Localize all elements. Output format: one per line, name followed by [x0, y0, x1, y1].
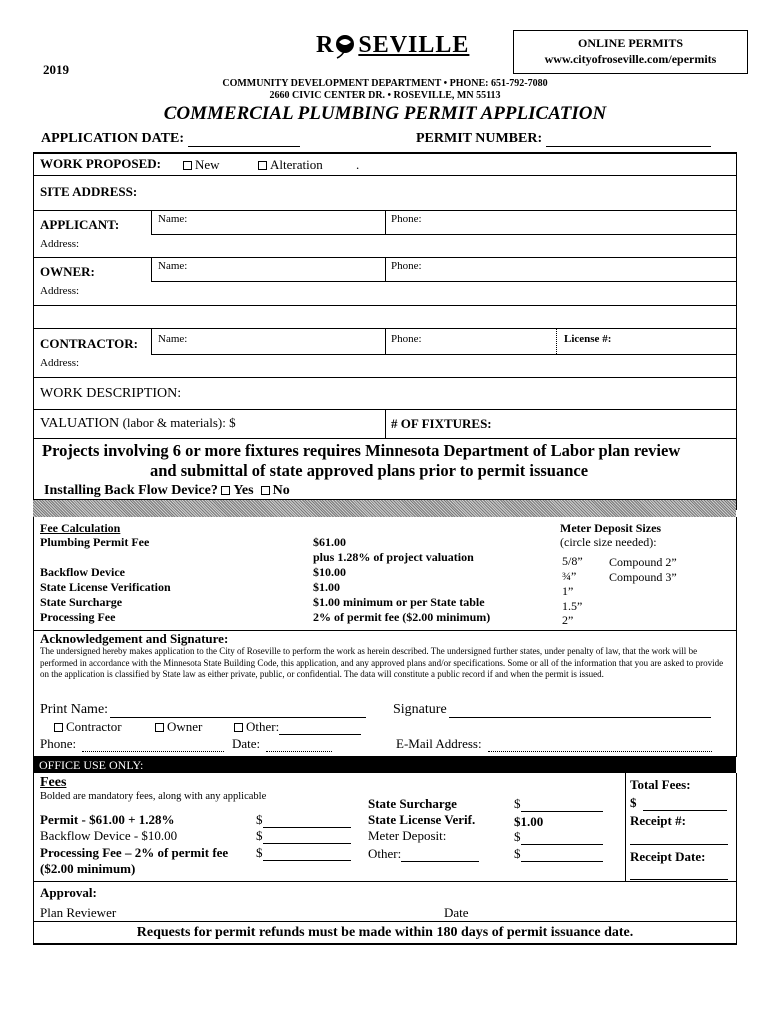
work-dot: . [356, 157, 360, 172]
roseville-logo [316, 30, 470, 64]
email-label[interactable]: E-Mail Address: [396, 736, 712, 752]
applicant-phone-field[interactable]: Phone: [391, 213, 422, 225]
fee-row-value: $61.00 [313, 535, 346, 549]
meter-size-option[interactable]: 1.5” [562, 599, 583, 613]
permit-number-field[interactable] [546, 132, 711, 147]
checkbox-contractor[interactable] [54, 723, 63, 732]
meter-size-option[interactable]: 1” [562, 584, 574, 598]
notice-line-2: and submittal of state approved plans prior to permit issuance [150, 461, 589, 480]
office-use-bar: OFFICE USE ONLY: [33, 756, 736, 773]
office-processing-min: ($2.00 minimum) [40, 861, 136, 876]
owner-name-field[interactable]: Name: [158, 260, 188, 272]
print-name-label[interactable]: Print Name: [40, 702, 366, 718]
fee-row-label: Processing Fee [40, 610, 116, 624]
fee-row-label: State Surcharge [40, 595, 123, 609]
fee-row-label: State License Verification [40, 580, 171, 594]
owner-address-field[interactable]: Address: [40, 285, 80, 297]
year: 2019 [43, 62, 69, 77]
shaded-divider [33, 500, 736, 517]
fee-row-value: $10.00 [313, 565, 346, 579]
plan-reviewer-label[interactable]: Plan Reviewer [40, 905, 117, 920]
valuation-label[interactable]: VALUATION (labor & materials): $ [40, 415, 236, 431]
owner-phone-field[interactable]: Phone: [391, 260, 422, 272]
other-amount-field[interactable]: $ [514, 846, 603, 862]
approval-frame [33, 881, 737, 922]
fee-row-value: plus 1.28% of project valuation [313, 550, 474, 564]
checkbox-new[interactable] [183, 161, 192, 170]
meter-size-option[interactable]: ¾” [562, 569, 577, 583]
date-label[interactable]: Date: [232, 736, 332, 752]
total-fees-label: Total Fees: [630, 777, 691, 792]
meter-compound-option[interactable]: Compound 3” [609, 570, 677, 584]
office-fees-note: Bolded are mandatory fees, along with any applicable [40, 791, 267, 802]
meter-compound-option[interactable]: Compound 2” [609, 555, 677, 569]
dept-line: COMMUNITY DEVELOPMENT DEPARTMENT • PHONE: 651-792-7080 [222, 78, 548, 89]
contractor-label: CONTRACTOR: [40, 336, 138, 351]
owner-label: OWNER: [40, 264, 95, 279]
online-title: ONLINE PERMITS [577, 36, 684, 50]
application-date-label: APPLICATION DATE: [41, 131, 300, 147]
backflow-no[interactable]: No [261, 483, 290, 498]
fee-row-label: Backflow Device [40, 565, 125, 579]
office-fees-title: Fees [40, 775, 67, 790]
work-proposed-label: WORK PROPOSED: [40, 156, 161, 171]
checkbox-owner[interactable] [155, 723, 164, 732]
online-permits-box [513, 30, 748, 74]
phone-label[interactable]: Phone: [40, 736, 224, 752]
office-permit: Permit - $61.00 + 1.28% [40, 812, 175, 827]
fee-row-value: $1.00 minimum or per State table [313, 595, 485, 609]
processing-amount-field[interactable]: $ [256, 845, 351, 861]
permit-number-label: PERMIT NUMBER: [416, 131, 711, 147]
other-option[interactable]: Other: [234, 719, 361, 735]
application-date-field[interactable] [188, 132, 300, 147]
contractor-option[interactable]: Contractor [54, 719, 122, 735]
ack-text: The undersigned hereby makes application to the City of Roseville to perform the work as herein described. The undersigned further states, under penalty of law, that the work will be performed in accordance with the Minnesota State Building Code, this application, and any approved plans and/or specifications. Some or all of the information that you are asked to provide on the application is classified by State law as either private, public, or confidential. The data will constitute a public record if and when the permit is issued. [40, 646, 724, 679]
receipt-date-label[interactable]: Receipt Date: [630, 849, 706, 864]
work-new-option[interactable]: New [183, 157, 220, 173]
page-title: COMMERCIAL PLUMBING PERMIT APPLICATION [163, 103, 607, 124]
approval-label: Approval: [40, 885, 97, 900]
backflow-amount-field[interactable]: $ [256, 828, 351, 844]
checkbox-alteration[interactable] [258, 161, 267, 170]
meter-deposit-amount-field[interactable]: $ [514, 829, 603, 845]
state-license-amount: $1.00 [514, 814, 544, 829]
ack-title: Acknowledgement and Signature: [40, 631, 229, 646]
contractor-name-field[interactable]: Name: [158, 333, 188, 345]
fee-row-value: $1.00 [313, 580, 340, 594]
permit-amount-field[interactable]: $ [256, 812, 351, 828]
office-processing: Processing Fee – 2% of permit fee [40, 845, 229, 860]
office-state-surcharge: State Surcharge [368, 796, 457, 811]
checkbox-other[interactable] [234, 723, 243, 732]
site-address-label: SITE ADDRESS: [40, 184, 138, 199]
meter-size-option[interactable]: 2” [562, 613, 574, 627]
applicant-address-field[interactable]: Address: [40, 238, 80, 250]
address-line: 2660 CIVIC CENTER DR. • ROSEVILLE, MN 55113 [269, 90, 501, 101]
work-alteration-option[interactable]: Alteration [258, 157, 323, 173]
receipt-number-label[interactable]: Receipt #: [630, 813, 686, 828]
contractor-address-field[interactable]: Address: [40, 357, 80, 369]
contractor-license-field[interactable]: License #: [564, 333, 612, 345]
surcharge-amount-field[interactable]: $ [514, 796, 603, 812]
fee-row-value: 2% of permit fee ($2.00 minimum) [313, 610, 491, 624]
office-backflow: Backflow Device - $10.00 [40, 828, 178, 843]
work-description-label: WORK DESCRIPTION: [40, 386, 182, 401]
refund-notice: Requests for permit refunds must be made within 180 days of permit issuance date. [136, 925, 634, 940]
total-fees-field[interactable]: $ [630, 795, 727, 811]
meter-title: Meter Deposit Sizes [560, 521, 662, 535]
logo-text: R SEVILLE [316, 32, 470, 58]
owner-option[interactable]: Owner [155, 719, 202, 735]
office-meter-deposit: Meter Deposit: [368, 828, 447, 843]
fee-row-label: Plumbing Permit Fee [40, 535, 150, 549]
meter-size-option[interactable]: 5/8” [562, 554, 583, 568]
backflow-yes[interactable]: Yes [221, 483, 253, 498]
approval-date-label[interactable]: Date [444, 905, 469, 920]
applicant-label: APPLICANT: [40, 217, 120, 232]
backflow-question: Installing Back Flow Device? Yes No [44, 483, 290, 498]
office-state-license: State License Verif. [368, 812, 476, 827]
contractor-phone-field[interactable]: Phone: [391, 333, 422, 345]
signature-label[interactable]: Signature [393, 702, 711, 718]
office-other[interactable]: Other: [368, 846, 479, 862]
notice-line-1: Projects involving 6 or more fixtures requires Minnesota Department of Labor plan review [42, 441, 681, 460]
online-url[interactable]: www.cityofroseville.com/epermits [544, 52, 717, 66]
applicant-name-field[interactable]: Name: [158, 213, 188, 225]
fixtures-label[interactable]: # OF FIXTURES: [391, 416, 492, 431]
fee-calc-title: Fee Calculation [40, 521, 121, 535]
meter-sub: (circle size needed): [560, 535, 657, 549]
